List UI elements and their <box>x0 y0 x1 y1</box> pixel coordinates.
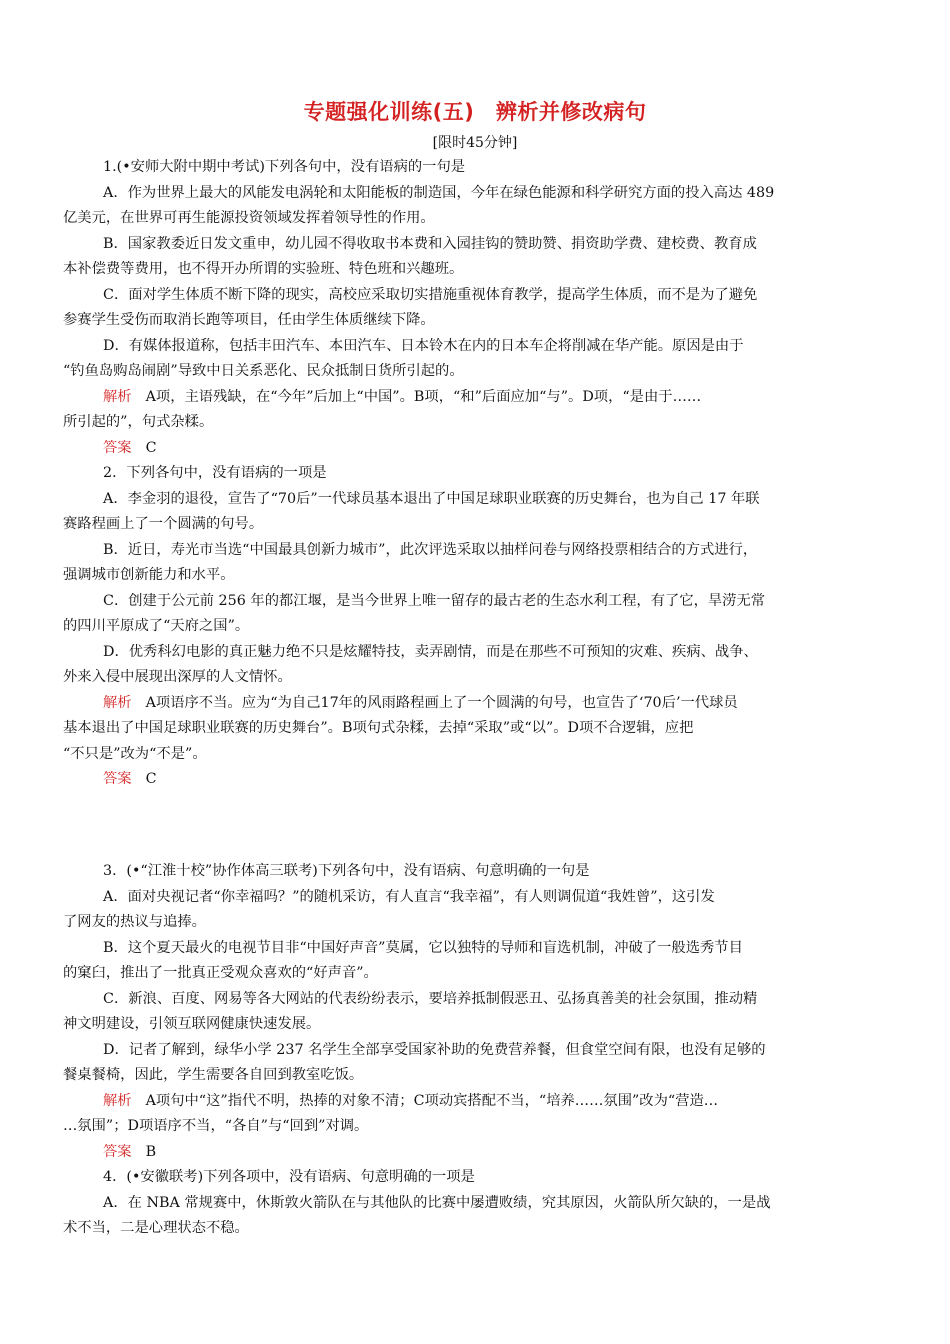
page-title: 专题强化训练(五) 辨析并修改病句 <box>303 100 647 124</box>
analysis-text: A项，主语残缺，在“今年”后加上“中国”。B项，“和”后面应加“与”。D项，“是由于…… <box>145 388 702 405</box>
time-limit: [限时45分钟] <box>432 135 518 151</box>
answer-label: 答案 <box>103 771 132 787</box>
analysis-label: 解析 <box>103 694 132 711</box>
option-c-cont: 神文明建设，引领互联网健康快速发展。 <box>63 1016 321 1032</box>
option-a-cont: 赛路程画上了一个圆满的句号。 <box>63 516 264 532</box>
option-a-cont: 亿美元，在世界可再生能源投资领域发挥着领导性的作用。 <box>63 210 435 226</box>
answer-value: B <box>145 1143 157 1160</box>
question-2 <box>63 461 893 793</box>
option-c: C．创建于公元前 256 年的都江堰，是当今世界上唯一留存的最古老的生态水利工程，有了它，旱涝无常 <box>103 592 766 609</box>
answer <box>103 436 893 462</box>
option-c-cont: 的四川平原成了“天府之国”。 <box>63 618 250 634</box>
option-c: C．新浪、百度、网易等各大网站的代表纷纷表示，要培养抵制假恶丑、弘扬真善美的社会氛围，推动精 <box>103 990 758 1007</box>
option-d: D．记者了解到，绿华小学 237 名学生全部享受国家补助的免费营养餐，但食堂空间有限，也没有足够的 <box>103 1041 766 1058</box>
answer-value: C <box>145 771 157 787</box>
option-b-cont: 的窠臼，推出了一批真正受观众喜欢的“好声音”。 <box>63 965 378 981</box>
analysis-cont: 基本退出了中国足球职业联赛的历史舞台”。B项句式杂糅，去掉“采取”或“以”。D项不合逻辑，应把 <box>63 720 694 736</box>
option-a: A．李金羽的退役，宣告了“70后”一代球员基本退出了中国足球职业联赛的历史舞台，也为自己 17 年联 <box>103 490 760 507</box>
question-4 <box>63 1165 893 1242</box>
option-c-cont: 参赛学生受伤而取消长跑等项目，任由学生体质继续下降。 <box>63 312 435 328</box>
option-a: A．面对央视记者“你幸福吗？”的随机采访，有人直言“我幸福”，有人则调侃道“我姓曾”，这引发 <box>103 888 715 905</box>
option-b-cont: 强调城市创新能力和水平。 <box>63 567 235 583</box>
question-stem: 2．下列各句中，没有语病的一项是 <box>103 465 327 481</box>
analysis-label: 解析 <box>103 1092 132 1109</box>
option-d-cont: 餐桌餐椅，因此，学生需要各自回到教室吃饭。 <box>63 1067 364 1083</box>
option-a-cont: 术不当，二是心理状态不稳。 <box>63 1220 249 1236</box>
analysis-label: 解析 <box>103 388 132 405</box>
option-c: C．面对学生体质不断下降的现实，高校应采取切实措施重视体育教学，提高学生体质，而不是为了避免 <box>103 286 758 303</box>
option-b: B．国家教委近日发文重申，幼儿园不得收取书本费和入园挂钩的赞助赞、捐资助学费、建校费、教育成 <box>103 235 757 252</box>
option-b: B．这个夏天最火的电视节目非“中国好声音”莫属，它以独特的导师和盲选机制，冲破了一般选秀节目 <box>103 939 743 956</box>
analysis-cont-2: “不只是”改为“不是”。 <box>63 745 207 762</box>
analysis <box>103 1089 893 1115</box>
analysis-cont: …氛围”；D项语序不当，“各自”与“回到”对调。 <box>63 1118 369 1134</box>
question-stem: 4．(•安徽联考)下列各项中，没有语病、句意明确的一项是 <box>103 1169 475 1185</box>
analysis <box>103 691 893 717</box>
answer <box>103 767 893 793</box>
option-b-cont: 本补偿费等费用，也不得开办所谓的实验班、特色班和兴趣班。 <box>63 261 464 277</box>
answer <box>103 1140 893 1166</box>
question-stem: 1.(•安师大附中期中考试)下列各句中，没有语病的一句是 <box>103 159 466 175</box>
option-a: A．在 NBA 常规赛中，休斯敦火箭队在与其他队的比赛中屡遭败绩，究其原因，火箭队所欠缺的，一是战 <box>103 1194 771 1211</box>
option-d: D．有媒体报道称，包括丰田汽车、本田汽车、日本铃木在内的日本车企将削减在华产能。原因是由于 <box>103 337 744 354</box>
option-a-cont: 了网友的热议与追捧。 <box>63 914 206 930</box>
option-b: B．近日，寿光市当选“中国最具创新力城市”，此次评选采取以抽样问卷与网络投票相结合的方式进行， <box>103 541 758 558</box>
analysis-text: A项句中“这”指代不明，热捧的对象不清；C项动宾搭配不当，“培养……氛围”改为“营造… <box>145 1092 719 1109</box>
analysis-text: A项语序不当。应为“为自己17年的风雨路程画上了一个圆满的句号，也宣告了‘70后’一代球员 <box>145 694 738 711</box>
answer-label: 答案 <box>103 439 132 456</box>
answer-label: 答案 <box>103 1143 132 1160</box>
option-d-cont: 外来入侵中展现出深厚的人文情怀。 <box>63 669 292 685</box>
question-stem: 3．(•“江淮十校”协作体高三联考)下列各句中，没有语病、句意明确的一句是 <box>103 863 590 879</box>
answer-value: C <box>145 439 157 456</box>
option-a: A．作为世界上最大的风能发电涡轮和太阳能板的制造国，今年在绿色能源和科学研究方面的投入高达 489 <box>103 184 775 201</box>
question-3 <box>63 859 893 1165</box>
question-1 <box>63 155 893 461</box>
analysis-cont: 所引起的”，句式杂糅。 <box>63 414 214 430</box>
option-d-cont: “钓鱼岛购岛闹剧”导致中日关系恶化、民众抵制日货所引起的。 <box>63 363 464 379</box>
option-d: D．优秀科幻电影的真正魅力绝不只是炫耀特技，卖弄剧情，而是在那些不可预知的灾难、疾病、战争、 <box>103 643 758 660</box>
analysis <box>103 385 893 411</box>
